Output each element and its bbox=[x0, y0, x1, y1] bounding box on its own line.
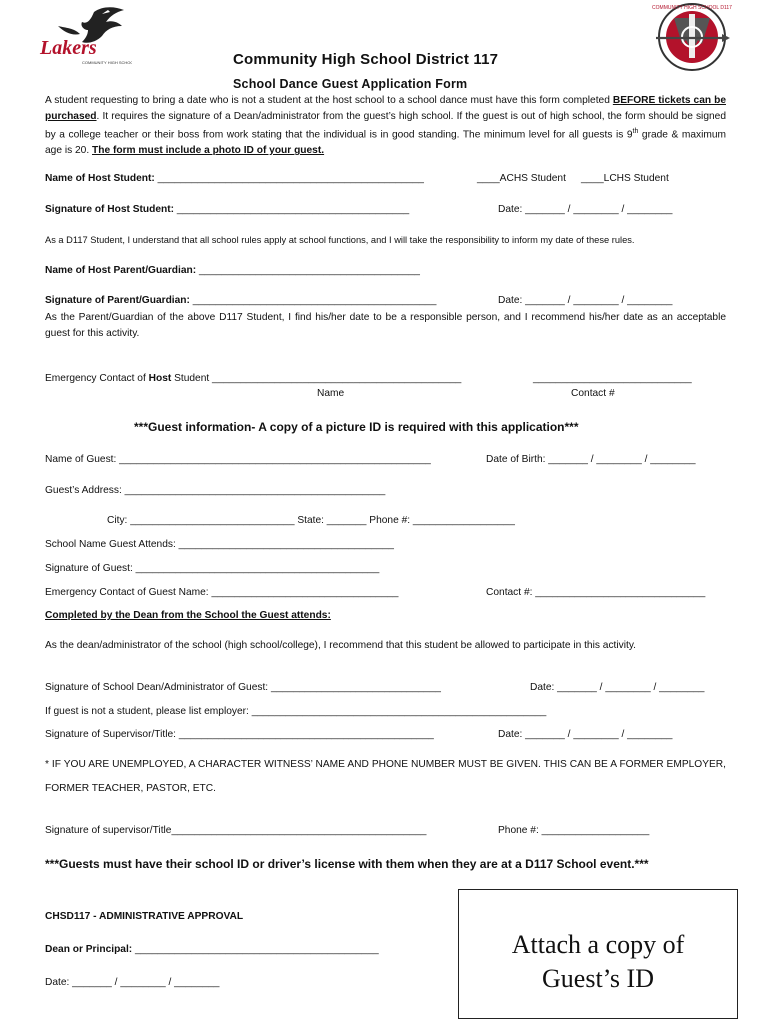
dean-signature-field[interactable]: Signature of School Dean/Administrator of Guest: ______________________________ bbox=[45, 682, 441, 693]
guest-dob-field[interactable]: Date of Birth: _______ / ________ / ________ bbox=[486, 454, 696, 465]
supervisor-title-field[interactable]: Signature of supervisor/Title_____________________________________________ bbox=[45, 825, 427, 836]
dean-section-heading: Completed by the Dean from the School the Guest attends: bbox=[45, 610, 331, 621]
admin-date-field[interactable]: Date: _______ / ________ / ________ bbox=[45, 977, 220, 988]
page-subtitle: School Dance Guest Application Form bbox=[233, 77, 468, 91]
guest-school-field[interactable]: School Name Guest Attends: ______________________________________ bbox=[45, 539, 394, 550]
host-student-signature-label: Signature of Host Student: _________________________________________ bbox=[45, 204, 410, 215]
dean-date-field[interactable]: Date: _______ / ________ / ________ bbox=[530, 682, 705, 693]
supervisor-phone-field[interactable]: Phone #: ___________________ bbox=[498, 825, 650, 836]
guest-emergency-contact-field[interactable]: Contact #: ______________________________ bbox=[486, 587, 706, 598]
host-student-date-field[interactable]: Date: _______ / ________ / ________ bbox=[498, 204, 673, 215]
emergency-contact-caption: Contact # bbox=[571, 388, 615, 399]
lakers-logo bbox=[36, 4, 132, 70]
parent-name-label: Name of Host Parent/Guardian: _______________________________________ bbox=[45, 265, 420, 276]
id-requirement-notice: ***Guests must have their school ID or driver’s license with them when they are at a D117 School event.*** bbox=[45, 857, 649, 871]
admin-approval-heading: CHSD117 - ADMINISTRATIVE APPROVAL bbox=[45, 911, 244, 922]
intro-text-3: grade & maximum age is 20. bbox=[45, 129, 726, 157]
unemployed-notice: * IF YOU ARE UNEMPLOYED, A CHARACTER WITNESS’ NAME AND PHONE NUMBER MUST BE GIVEN. THIS CAN BE A FORMER EMPLOYER, FORMER TEACHER, PASTOR, ETC. bbox=[45, 759, 726, 794]
attach-id-line-1: Attach a copy of bbox=[511, 930, 685, 959]
guest-name-field[interactable]: Name of Guest: _______________________________________________________ bbox=[45, 454, 431, 465]
host-student-name-label: Name of Host Student: _______________________________________________ bbox=[45, 173, 424, 184]
guest-address-field[interactable]: Guest’s Address: ______________________________________________ bbox=[45, 485, 386, 496]
page-title: Community High School District 117 bbox=[233, 51, 499, 68]
guest-emergency-name-field[interactable]: Emergency Contact of Guest Name: _________________________________ bbox=[45, 587, 399, 598]
superscript-th: th bbox=[632, 128, 639, 136]
intro-text-1: A student requesting to bring a date who is not a student at the host school to a school dance must have this form completed bbox=[45, 95, 613, 106]
svg-text:COMMUNITY HIGH SCHOOL D117: COMMUNITY HIGH SCHOOL D117 bbox=[652, 5, 732, 11]
intro-text-2: . It requires the signature of a Dean/administrator from the guest’s high school. If the guest is out of high school, the form should be signed by a college teacher or their boss from work stating that the individual is in good standing. The minimum level for all guests is 9 bbox=[45, 110, 726, 141]
emergency-name-caption: Name bbox=[317, 388, 345, 399]
guest-city-state-phone-field[interactable]: City: _____________________________ State: _______ Phone #: __________________ bbox=[107, 515, 515, 526]
svg-text:COMMUNITY HIGH SCHOOL: COMMUNITY HIGH SCHOOL bbox=[82, 60, 132, 65]
achs-student-option[interactable]: ____ACHS Student bbox=[477, 173, 566, 184]
dean-principal-field[interactable]: Dean or Principal: ___________________________________________ bbox=[45, 944, 379, 955]
host-emergency-contact-number-line[interactable]: ____________________________ bbox=[533, 373, 692, 384]
parent-statement: As the Parent/Guardian of the above D117 Student, I find his/her date to be a responsible person, and I recommend his/her date as an acceptable guest for this activity. bbox=[45, 312, 726, 339]
svg-text:Lakers: Lakers bbox=[40, 37, 97, 59]
employer-field[interactable]: If guest is not a student, please list employer: ____________________________________________________ bbox=[45, 706, 547, 717]
district-seal-logo bbox=[652, 0, 732, 74]
guest-signature-field[interactable]: Signature of Guest: ___________________________________________ bbox=[45, 563, 380, 574]
attach-id-line-2: Guest’s ID bbox=[542, 964, 654, 993]
supervisor-signature-field[interactable]: Signature of Supervisor/Title: _____________________________________________ bbox=[45, 729, 434, 740]
parent-signature-label: Signature of Parent/Guardian: ___________________________________________ bbox=[45, 295, 437, 306]
lchs-student-option[interactable]: ____LCHS Student bbox=[581, 173, 669, 184]
host-emergency-contact-label: Emergency Contact of Host Student ____________________________________________ bbox=[45, 373, 462, 384]
parent-date-field[interactable]: Date: _______ / ________ / ________ bbox=[498, 295, 673, 306]
before-tickets-text: BEFORE tickets can be purchased bbox=[45, 95, 726, 122]
photo-id-requirement: The form must include a photo ID of your guest. bbox=[92, 145, 325, 157]
supervisor-date-field[interactable]: Date: _______ / ________ / ________ bbox=[498, 729, 673, 740]
intro-paragraph bbox=[45, 93, 726, 159]
attach-id-box[interactable] bbox=[458, 889, 738, 1019]
dean-statement: As the dean/administrator of the school (high school/college), I recommend that this student be allowed to participate in this activity. bbox=[45, 640, 636, 651]
host-student-statement: As a D117 Student, I understand that all school rules apply at school functions, and I will take the responsibility to inform my date of these rules. bbox=[45, 235, 635, 245]
guest-info-heading: ***Guest information- A copy of a picture ID is required with this application*** bbox=[134, 420, 579, 434]
